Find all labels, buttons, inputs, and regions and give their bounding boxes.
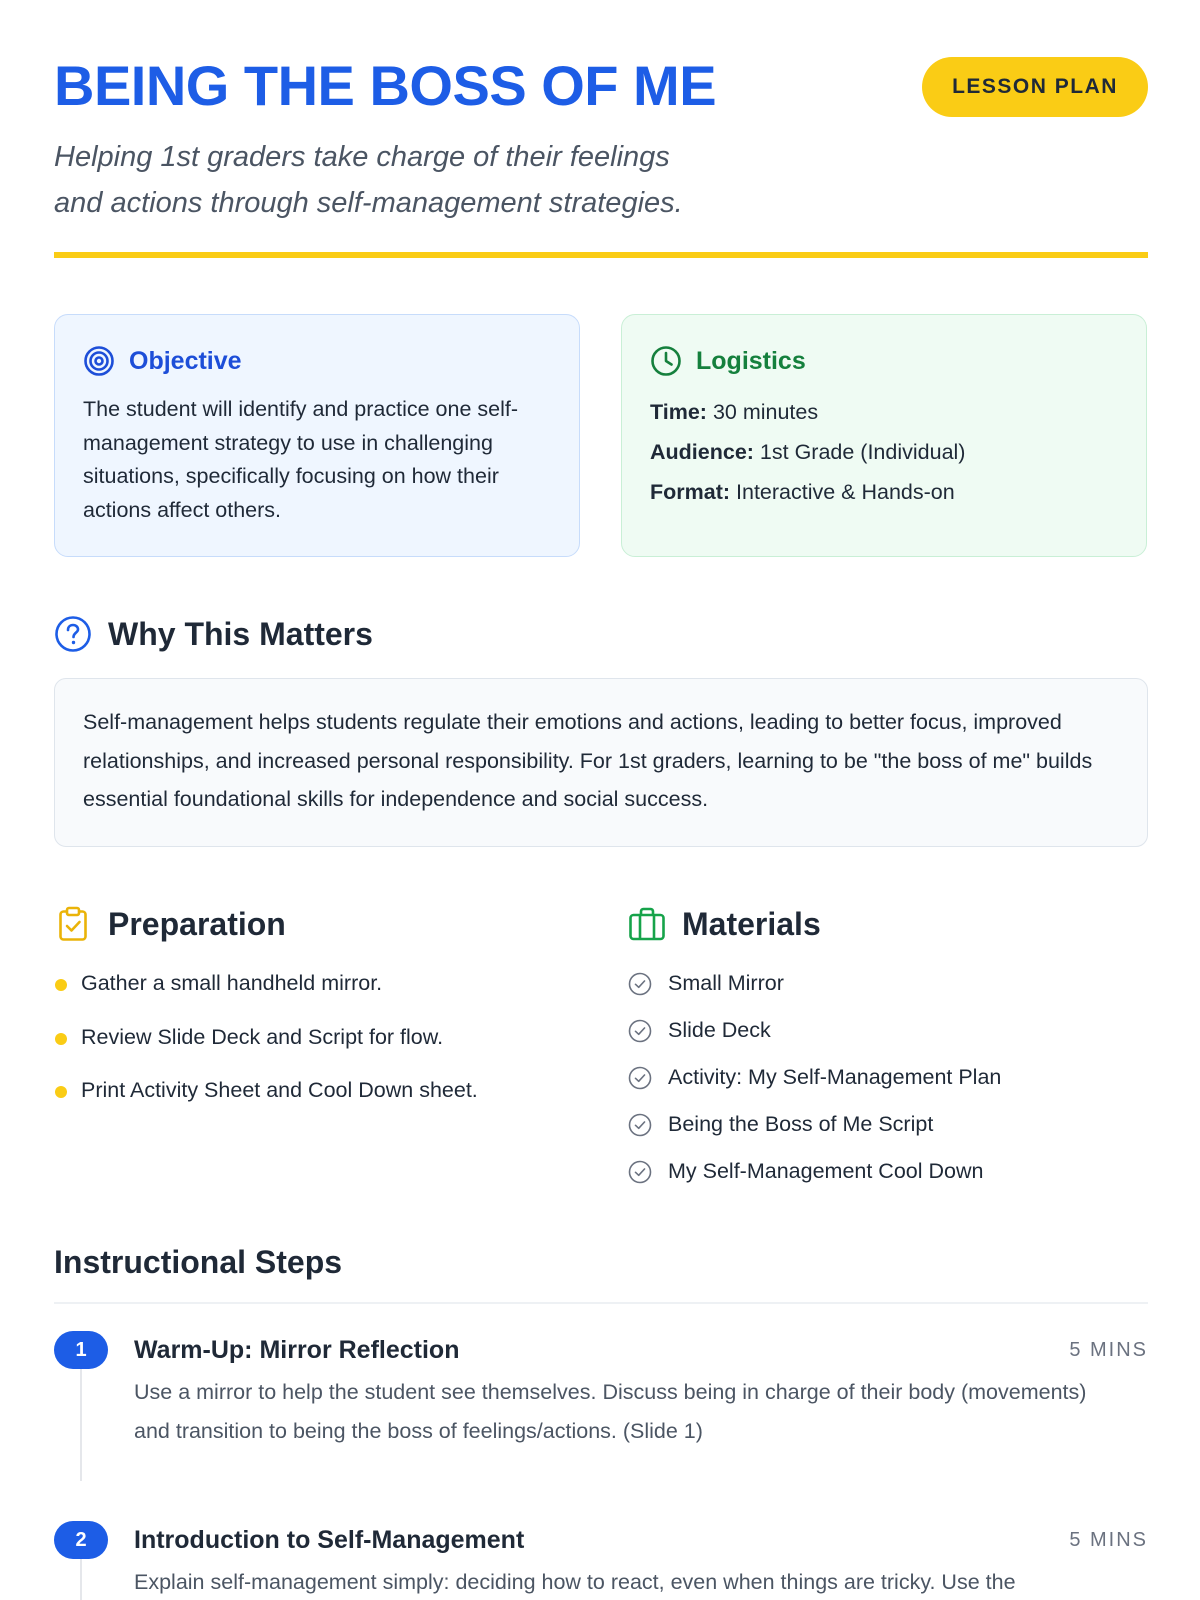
list-item xyxy=(54,1020,574,1074)
materials-heading: Materials xyxy=(682,905,821,942)
bullet-dot xyxy=(55,1033,67,1045)
logistics-format-label: Format: xyxy=(650,480,731,504)
check-circle-icon xyxy=(628,1066,652,1090)
step-duration: 5 MINS xyxy=(1069,1529,1148,1551)
header-divider xyxy=(54,252,1148,258)
page-title: BEING THE BOSS OF ME xyxy=(54,54,717,117)
subtitle-line-1: Helping 1st graders take charge of their feelings xyxy=(54,141,670,173)
steps-heading: Instructional Steps xyxy=(54,1244,343,1280)
clock-icon xyxy=(650,345,682,377)
preparation-item-text: Print Activity Sheet and Cool Down sheet. xyxy=(81,1078,478,1102)
logistics-format-value: Interactive & Hands-on xyxy=(736,480,955,504)
logistics-header xyxy=(650,343,1118,379)
steps-divider xyxy=(54,1302,1148,1304)
objective-text: The student will identify and practice one self-management strategy to use in challenging situations, specifically focusing on how their actions affect others. xyxy=(83,397,519,522)
briefcase-icon xyxy=(628,905,666,943)
step-connector xyxy=(80,1559,82,1600)
list-item xyxy=(54,966,574,1020)
preparation-header xyxy=(54,905,286,943)
step-title: Introduction to Self-Management xyxy=(134,1526,525,1554)
logistics-heading: Logistics xyxy=(696,346,806,375)
materials-item-text: Being the Boss of Me Script xyxy=(668,1112,934,1136)
subtitle-line-2: and actions through self-management strategies. xyxy=(54,187,683,219)
why-text: Self-management helps students regulate their emotions and actions, leading to better focus, improved relationships, and increased personal responsibility. For 1st graders, learning to be "the boss of me" builds essential foundational skills for independence and social success. xyxy=(54,678,1148,847)
logistics-time-value: 30 minutes xyxy=(712,400,819,424)
logistics-card xyxy=(621,314,1147,557)
logistics-format xyxy=(650,472,1118,512)
list-item xyxy=(54,1073,574,1127)
step-item xyxy=(54,1331,1148,1481)
check-circle-icon xyxy=(628,1160,652,1184)
bullet-dot xyxy=(55,1086,67,1098)
question-circle-icon xyxy=(54,615,92,653)
logistics-audience xyxy=(650,432,1118,472)
materials-header xyxy=(628,905,821,943)
target-icon xyxy=(83,345,115,377)
step-item xyxy=(54,1521,1148,1600)
clipboard-check-icon xyxy=(54,905,92,943)
objective-header xyxy=(83,343,551,379)
step-number: 1 xyxy=(54,1331,108,1369)
step-title: Warm-Up: Mirror Reflection xyxy=(134,1336,460,1364)
why-section-header xyxy=(54,615,373,653)
logistics-time xyxy=(650,392,1118,432)
objective-card xyxy=(54,314,580,557)
lesson-plan-page xyxy=(54,0,1148,1600)
step-number: 2 xyxy=(54,1521,108,1559)
step-description: Use a mirror to help the student see themselves. Discuss being in charge of their body (movements) and transition to being the boss of feelings/actions. (Slide 1) xyxy=(134,1380,1087,1443)
materials-item-text: Small Mirror xyxy=(668,971,784,995)
list-item xyxy=(628,966,1148,1013)
why-heading: Why This Matters xyxy=(108,615,373,652)
objective-heading: Objective xyxy=(129,346,242,375)
materials-item-text: Activity: My Self-Management Plan xyxy=(668,1065,1002,1089)
logistics-time-label: Time: xyxy=(650,400,707,424)
page-subtitle xyxy=(54,134,774,226)
check-circle-icon xyxy=(628,972,652,996)
list-item xyxy=(628,1154,1148,1201)
list-item xyxy=(628,1107,1148,1154)
step-duration: 5 MINS xyxy=(1069,1339,1148,1361)
materials-list xyxy=(628,966,1148,1201)
logistics-audience-label: Audience: xyxy=(650,440,754,464)
materials-item-text: My Self-Management Cool Down xyxy=(668,1159,984,1183)
check-circle-icon xyxy=(628,1019,652,1043)
logistics-audience-value: 1st Grade (Individual) xyxy=(759,440,966,464)
lesson-plan-badge: LESSON PLAN xyxy=(922,57,1148,117)
bullet-dot xyxy=(55,979,67,991)
check-circle-icon xyxy=(628,1113,652,1137)
preparation-heading: Preparation xyxy=(108,905,286,942)
list-item xyxy=(628,1013,1148,1060)
preparation-item-text: Gather a small handheld mirror. xyxy=(81,971,383,995)
logistics-list xyxy=(650,392,1118,512)
step-connector xyxy=(80,1369,82,1481)
list-item xyxy=(628,1060,1148,1107)
preparation-item-text: Review Slide Deck and Script for flow. xyxy=(81,1024,444,1049)
step-description: Explain self-management simply: deciding how to react, even when things are tricky. Use the xyxy=(134,1570,1016,1594)
preparation-list xyxy=(54,966,574,1127)
materials-item-text: Slide Deck xyxy=(668,1018,771,1042)
